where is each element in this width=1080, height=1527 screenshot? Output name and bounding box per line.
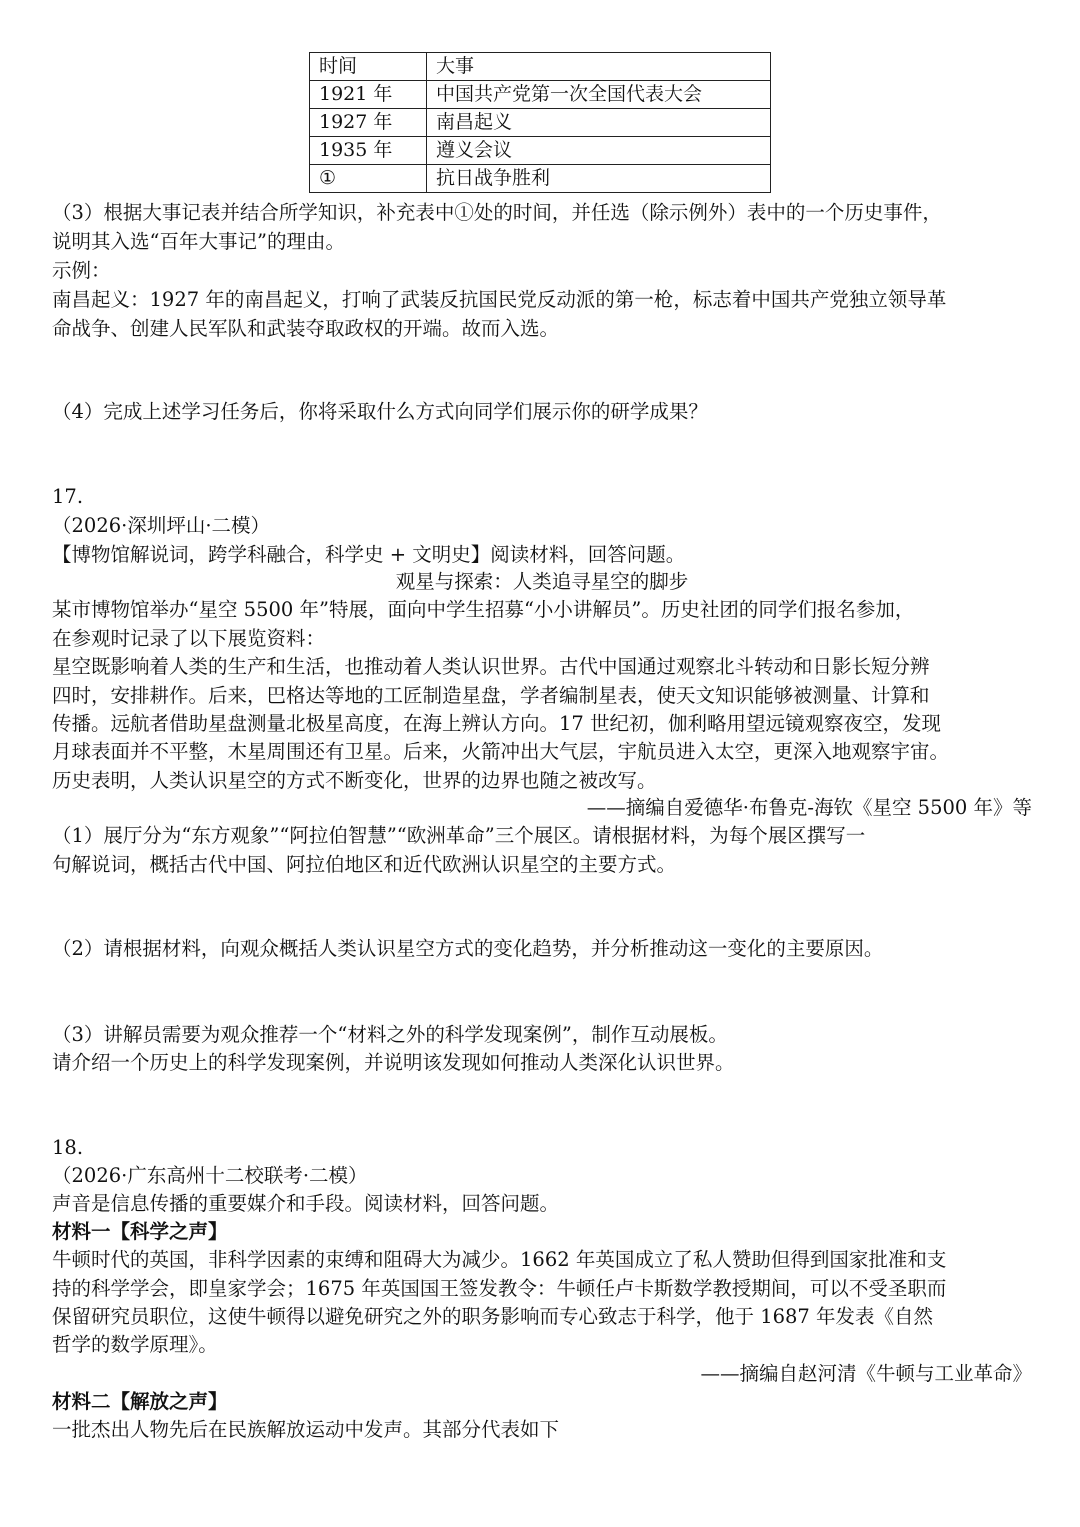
- material-text: 星空既影响着人类的生产和生活，也推动着人类认识世界。古代中国通过观察北斗转动和日影长短分辨: [52, 655, 930, 678]
- material-text: 月球表面并不平整，木星周围还有卫星。后来，火箭冲出大气层，宇航员进入太空，更深入地观察宇宙。: [52, 740, 950, 763]
- table-cell: ①: [310, 165, 427, 193]
- question-number: 18.: [52, 1136, 84, 1159]
- material-heading: 材料一【科学之声】: [52, 1220, 228, 1243]
- material-title: 观星与探索：人类追寻星空的脚步: [395, 570, 689, 593]
- material-citation: ——摘编自赵河清《牛顿与工业革命》: [700, 1362, 1032, 1385]
- question-3-text: （3）根据大事记表并结合所学知识，补充表中①处的时间，并任选（除示例外）表中的一个历史事件，: [52, 201, 942, 224]
- table-cell: 1935 年: [310, 137, 427, 165]
- table-header-row: [310, 53, 771, 81]
- material-text: 一批杰出人物先后在民族解放运动中发声。其部分代表如下: [52, 1418, 560, 1441]
- table-cell: 1927 年: [310, 109, 427, 137]
- question-3-text: （3）讲解员需要为观众推荐一个“材料之外的科学发现案例”，制作互动展板。: [52, 1023, 728, 1046]
- table-row: [310, 81, 771, 109]
- question-source: （2026·深圳坪山·二模）: [52, 514, 271, 537]
- question-number: 17.: [52, 485, 84, 508]
- material-text: 保留研究员职位，这使牛顿得以避免研究之外的职务影响而专心致志于科学，他于 1687 年发表《自然: [52, 1305, 934, 1328]
- question-source: （2026·广东高州十二校联考·二模）: [52, 1164, 368, 1187]
- question-3-text: 请介绍一个历史上的科学发现案例，并说明该发现如何推动人类深化认识世界。: [52, 1051, 735, 1074]
- table-cell: 抗日战争胜利: [427, 165, 771, 193]
- example-text: 命战争、创建人民军队和武装夺取政权的开端。故而入选。: [52, 317, 560, 340]
- material-text: 四时，安排耕作。后来，巴格达等地的工匠制造星盘，学者编制星表，使天文知识能够被测量、计算和: [52, 684, 930, 707]
- material-citation: ——摘编自爱德华·布鲁克-海钦《星空 5500 年》等: [586, 796, 1032, 819]
- table-header-cell: 时间: [310, 53, 427, 81]
- table-cell: 南昌起义: [427, 109, 771, 137]
- table-row: [310, 137, 771, 165]
- question-1-text: 句解说词，概括古代中国、阿拉伯地区和近代欧洲认识星空的主要方式。: [52, 853, 677, 876]
- question-1-text: （1）展厅分为“东方观象”“阿拉伯智慧”“欧洲革命”三个展区。请根据材料，为每个展区撰写一: [52, 824, 866, 847]
- example-label: 示例：: [52, 259, 111, 282]
- material-text: 传播。远航者借助星盘测量北极星高度，在海上辨认方向。17 世纪初，伽利略用望远镜观察夜空，发现: [52, 712, 942, 735]
- material-text: 在参观时记录了以下展览资料：: [52, 627, 326, 650]
- material-heading: 材料二【解放之声】: [52, 1390, 228, 1413]
- question-intro: 声音是信息传播的重要媒介和手段。阅读材料，回答问题。: [52, 1192, 560, 1215]
- table-row: [310, 165, 771, 193]
- table-cell: 中国共产党第一次全国代表大会: [427, 81, 771, 109]
- material-text: 哲学的数学原理》。: [52, 1333, 218, 1356]
- table-row: [310, 109, 771, 137]
- material-text: 持的科学学会，即皇家学会；1675 年英国国王签发教令：牛顿任卢卡斯数学教授期间，可以不受圣职而: [52, 1277, 947, 1300]
- question-4-text: （4）完成上述学习任务后，你将采取什么方式向同学们展示你的研学成果？: [52, 400, 708, 423]
- question-2-text: （2）请根据材料，向观众概括人类认识星空方式的变化趋势，并分析推动这一变化的主要原因。: [52, 937, 884, 960]
- events-table: [309, 52, 771, 193]
- table-cell: 遵义会议: [427, 137, 771, 165]
- example-text: 南昌起义：1927 年的南昌起义，打响了武装反抗国民党反动派的第一枪，标志着中国共产党独立领导革: [52, 288, 947, 311]
- material-text: 历史表明，人类认识星空的方式不断变化，世界的边界也随之被改写。: [52, 769, 657, 792]
- table-header-cell: 大事: [427, 53, 771, 81]
- table-cell: 1921 年: [310, 81, 427, 109]
- material-text: 某市博物馆举办“星空 5500 年”特展，面向中学生招募“小小讲解员”。历史社团的同学们报名参加，: [52, 598, 915, 621]
- question-intro: 【博物馆解说词，跨学科融合，科学史 + 文明史】阅读材料，回答问题。: [52, 543, 686, 566]
- material-text: 牛顿时代的英国，非科学因素的束缚和阻碍大为减少。1662 年英国成立了私人赞助但得到国家批准和支: [52, 1248, 947, 1271]
- question-3-text: 说明其入选“百年大事记”的理由。: [52, 230, 345, 253]
